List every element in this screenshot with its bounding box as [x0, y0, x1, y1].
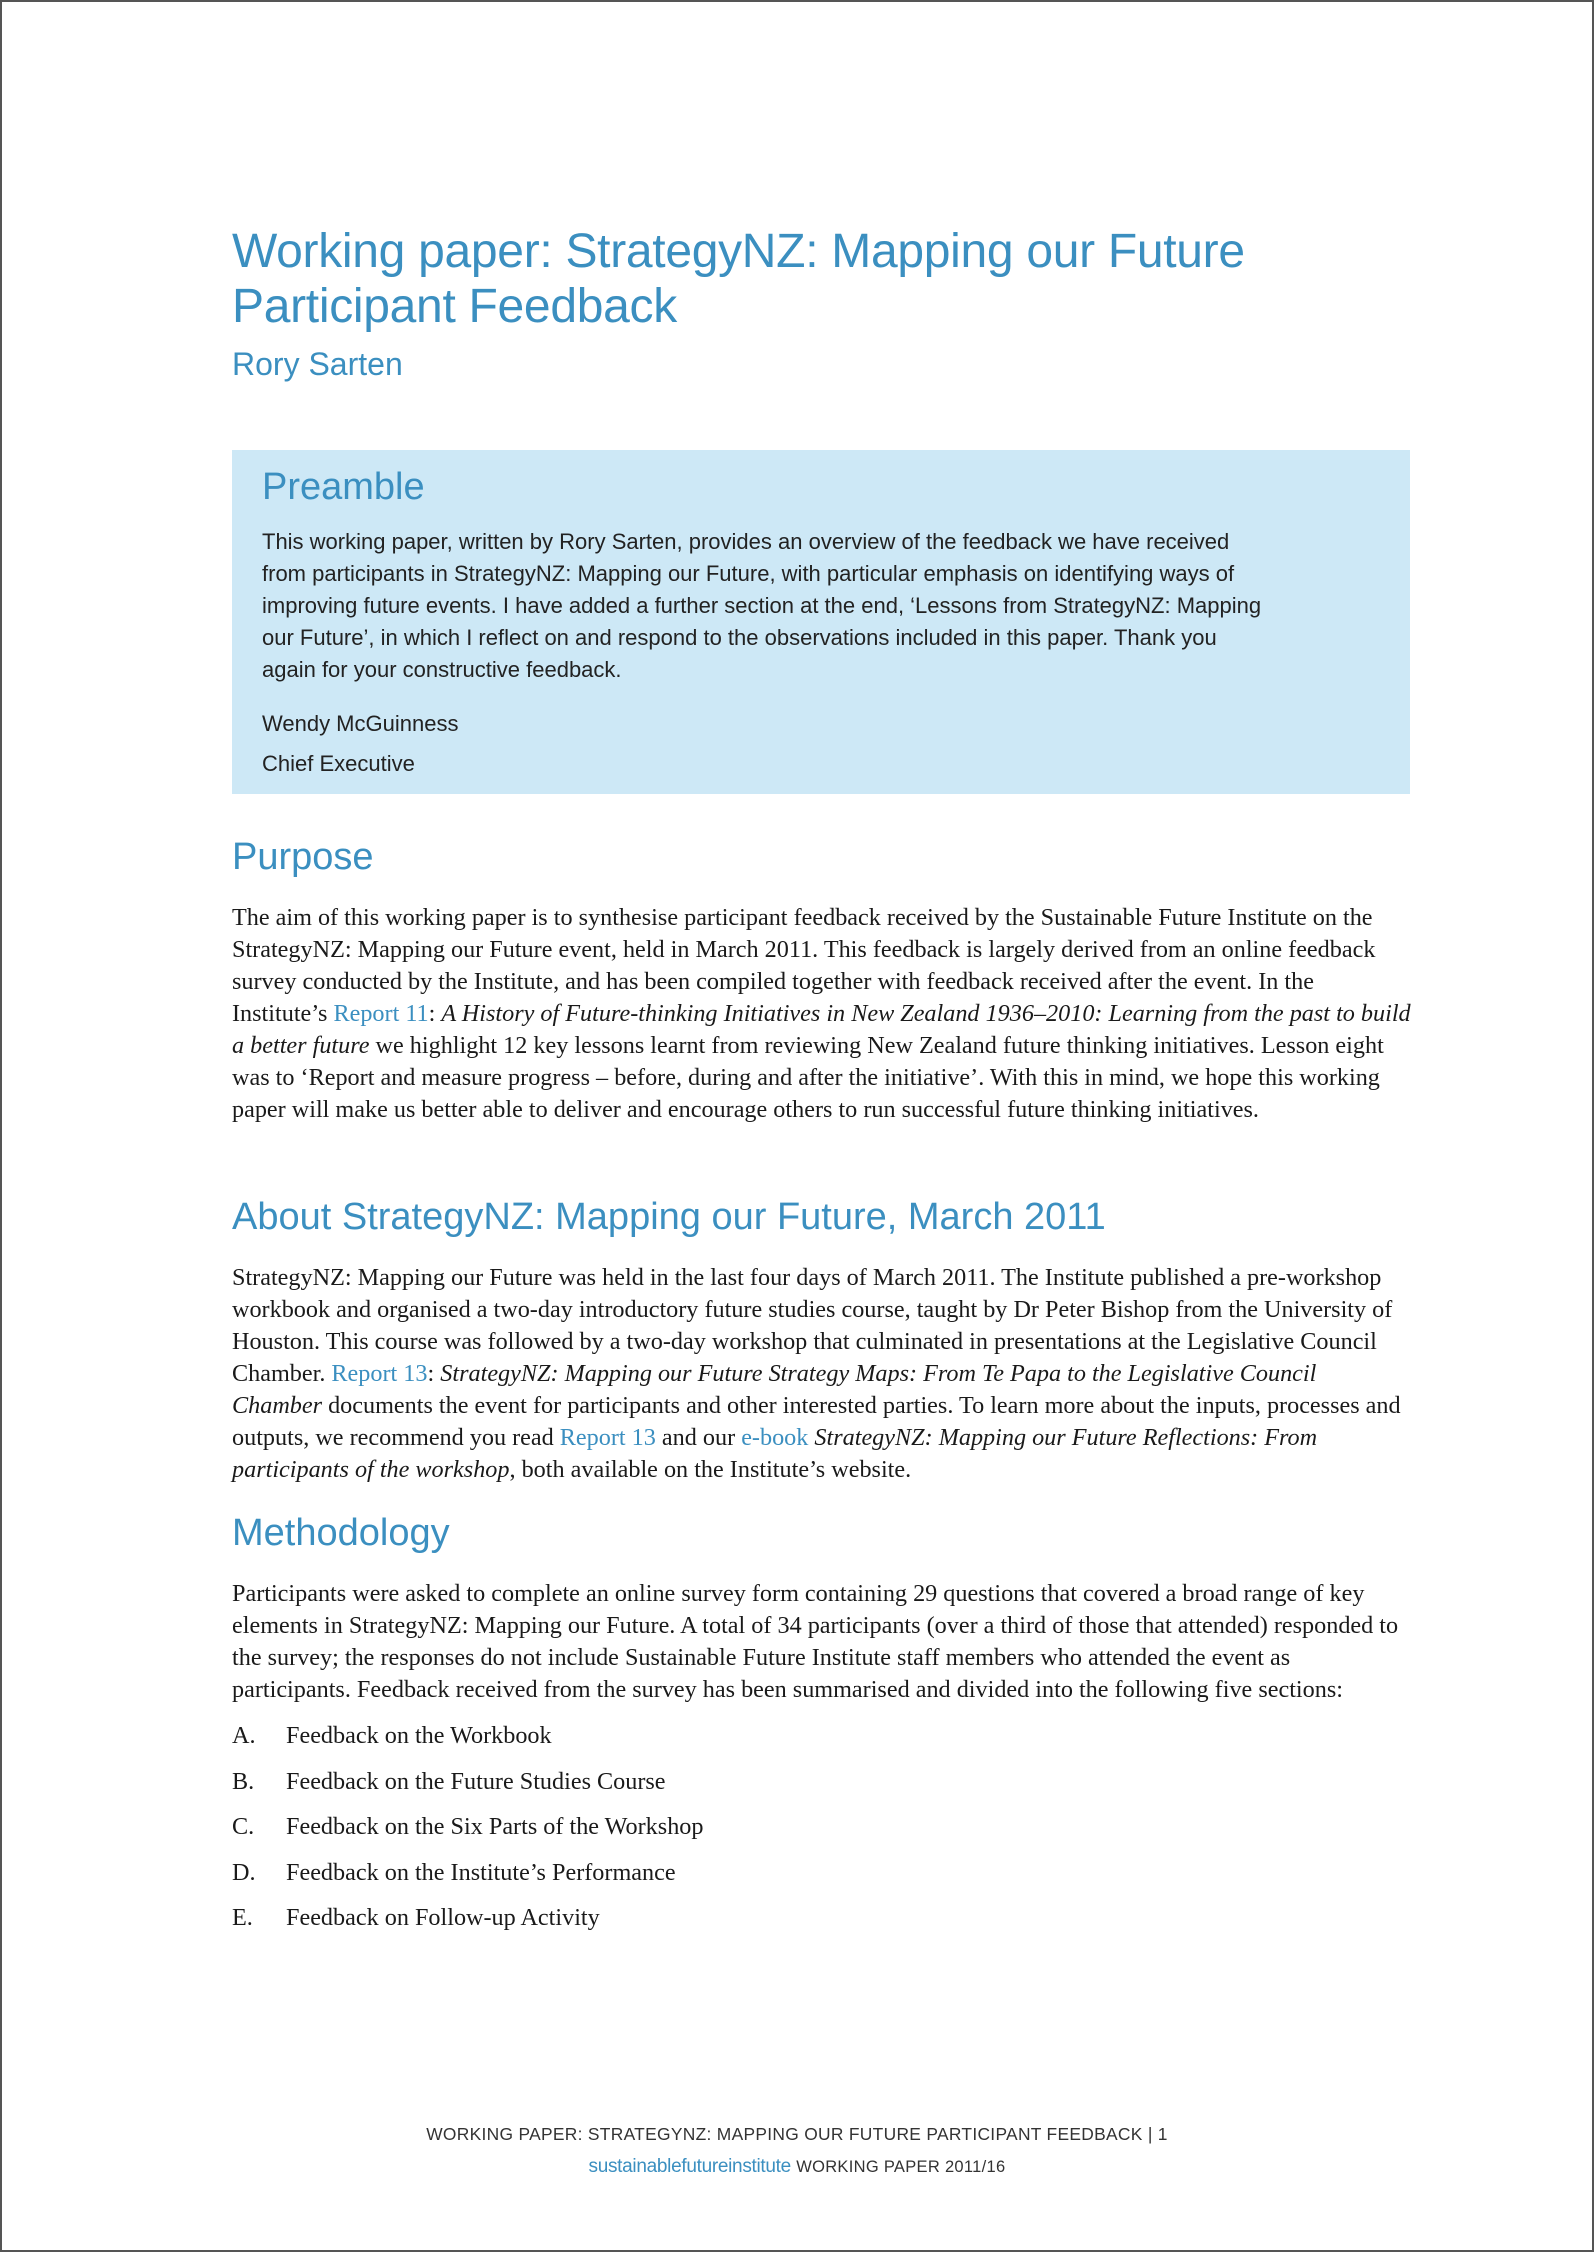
- document-title: [232, 224, 1412, 334]
- footer-brand-line: [2, 2156, 1592, 2178]
- working-paper-number: WORKING PAPER 2011/16: [796, 2158, 1006, 2176]
- about-paragraph: [232, 1262, 1412, 1486]
- page-content: [232, 224, 1412, 1948]
- list-item-letter: A.: [232, 1722, 256, 1749]
- preamble-line: This working paper, written by Rory Sarten, provides an overview of the feedback we have received: [262, 529, 1230, 554]
- about-text: and our: [655, 1424, 742, 1451]
- preamble-heading: Preamble: [262, 466, 425, 508]
- report-13-link-second[interactable]: Report 13: [559, 1424, 656, 1451]
- preamble-line: our Future’, in which I reflect on and respond to the observations included in this paper. Thank you: [262, 625, 1217, 650]
- methodology-heading: Methodology: [232, 1512, 450, 1554]
- methodology-paragraph: Participants were asked to complete an online survey form containing 29 questions that covered a broad range of key elements in StrategyNZ: Mapping our Future. A total of 34 participants (over a third of those that attended) responded to the survey; the responses do not include Sustainable Future Institute staff members who attended the event as participants. Feedback received from the survey has been summarised and divided into the following five sections:: [232, 1580, 1399, 1703]
- purpose-paragraph: [232, 902, 1412, 1126]
- about-heading: About StrategyNZ: Mapping our Future, March 2011: [232, 1196, 1106, 1238]
- report-11-title: A History of Future-thinking Initiatives in New Zealand 1936–2010: Learning from the past to build a better future: [232, 1000, 1411, 1059]
- list-item-label: Feedback on the Workbook: [286, 1722, 552, 1749]
- purpose-text: The aim of this working paper is to synthesise participant feedback received by the Sustainable Future Institute on the StrategyNZ: Mapping our Future event, held in March 2011. This feedback is largely derived from an online feedback survey conducted by the Institute, and has been compiled together with feedback received after the event. In the Institute’s: [232, 904, 1376, 1027]
- list-item-letter: C.: [232, 1813, 255, 1841]
- document-author: Rory Sarten: [232, 346, 403, 382]
- report-11-link[interactable]: Report 11: [333, 1000, 429, 1027]
- about-text: documents the event for participants and other interested parties. To learn more about the inputs, processes and outputs, we recommend you read: [232, 1392, 1401, 1451]
- list-item-letter: E.: [232, 1904, 253, 1932]
- list-item-label: Feedback on Follow-up Activity: [286, 1904, 600, 1932]
- about-text: StrategyNZ: Mapping our Future was held in the last four days of March 2011. The Institute published a pre-workshop workbook and organised a two-day introductory future studies course, taught by Dr Peter Bishop from the University of Houston. This course was followed by a two-day workshop that culminated in presentations at the Legislative Council Chamber.: [232, 1264, 1393, 1387]
- purpose-heading: Purpose: [232, 836, 374, 878]
- institute-logo: [589, 2156, 791, 2177]
- list-item-label: Feedback on the Institute’s Performance: [286, 1858, 676, 1886]
- signature-title: Chief Executive: [262, 751, 415, 776]
- feedback-sections-list: [232, 1720, 1412, 1934]
- report-13-title: StrategyNZ: Mapping our Future Strategy Maps: From Te Papa to the Legislative Council Chamber: [232, 1360, 1317, 1419]
- footer-running-title: [2, 2124, 1592, 2145]
- footer-title-text: WORKING PAPER: STRATEGYNZ: MAPPING OUR FUTURE PARTICIPANT FEEDBACK: [426, 2124, 1143, 2144]
- signature-name: Wendy McGuinness: [262, 711, 459, 736]
- document-title-line1: Working paper: StrategyNZ: Mapping our Future: [232, 225, 1245, 278]
- preamble-box: [232, 450, 1410, 794]
- list-item: [232, 1766, 1412, 1798]
- footer-separator: |: [1147, 2124, 1153, 2144]
- list-item: [232, 1857, 1412, 1889]
- list-item-label: Feedback on the Six Parts of the Workshop: [286, 1813, 704, 1841]
- purpose-text: we highlight 12 key lessons learnt from reviewing New Zealand future thinking initiatives. Lesson eight was to ‘Report and measure progress – before, during and after the initiative’. With this in mind, we hope this working paper will make us better able to deliver and encourage others to run successful future thinking initiatives.: [232, 1032, 1384, 1123]
- list-item-label: Feedback on the Future Studies Course: [286, 1767, 666, 1795]
- page-number: 1: [1157, 2124, 1168, 2144]
- about-text: , both available on the Institute’s website.: [509, 1456, 912, 1483]
- logo-part: future: [681, 2156, 729, 2177]
- report-13-link[interactable]: Report 13: [331, 1360, 428, 1387]
- list-item: [232, 1720, 1412, 1752]
- preamble-line: improving future events. I have added a further section at the end, ‘Lessons from StrategyNZ: Mapping: [262, 593, 1262, 618]
- logo-part: sustainable: [588, 2156, 682, 2177]
- ebook-link[interactable]: e-book: [741, 1424, 809, 1451]
- ebook-title: StrategyNZ: Mapping our Future Reflections: From participants of the workshop: [232, 1424, 1318, 1483]
- list-item: [232, 1811, 1412, 1843]
- purpose-text: :: [428, 1000, 442, 1027]
- list-item: [232, 1902, 1412, 1934]
- preamble-line: from participants in StrategyNZ: Mapping our Future, with particular emphasis on identifying ways of: [262, 561, 1235, 586]
- about-text: :: [427, 1360, 441, 1387]
- list-item-letter: B.: [232, 1767, 255, 1795]
- logo-part: institute: [728, 2156, 791, 2177]
- preamble-line: again for your constructive feedback.: [262, 657, 622, 682]
- list-item-letter: D.: [232, 1858, 256, 1886]
- preamble-text: [262, 526, 1380, 686]
- document-title-line2: Participant Feedback: [232, 280, 677, 333]
